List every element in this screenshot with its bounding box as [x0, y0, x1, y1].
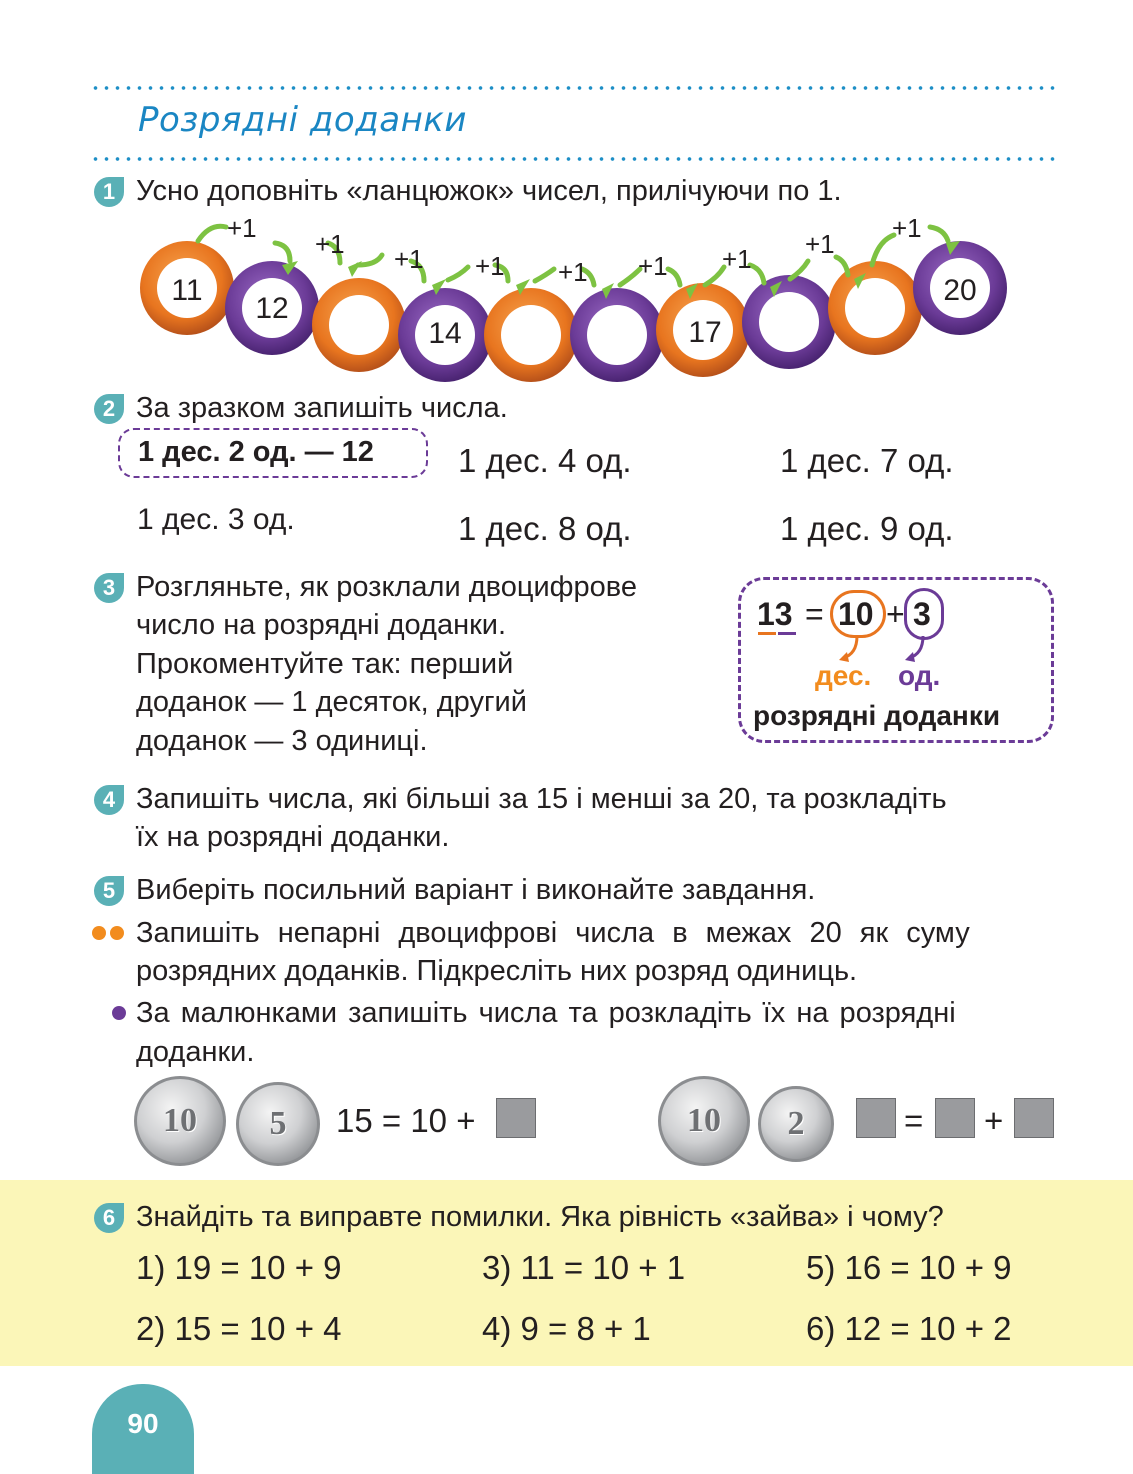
- task-5-variant-b-line-2: доданки.: [136, 1036, 255, 1068]
- answer-box-1[interactable]: [496, 1098, 536, 1138]
- task-1-number: 1: [94, 177, 124, 207]
- tens-label: дес.: [815, 660, 872, 691]
- task-6-item-6: 6) 12 = 10 + 2: [806, 1310, 1012, 1347]
- task-6-item-1: 1) 19 = 10 + 9: [136, 1249, 342, 1286]
- ring-label-1: 11: [171, 274, 203, 307]
- ring-3: [312, 278, 406, 372]
- task-3-line-4: доданок — 1 десяток, другий: [136, 686, 527, 718]
- task-2-item-4: 1 дес. 8 од.: [458, 510, 632, 547]
- task-3-line-2: число на розрядні доданки.: [136, 609, 507, 641]
- task-5-variant-b-line-1: За малюнками запишіть числа та розкладіть їх на розрядні: [136, 997, 956, 1029]
- task-2-text: За зразком запишіть числа.: [136, 392, 508, 424]
- task-6-text: Знайдіть та виправте помилки. Яка рівність «зайва» і чому?: [136, 1201, 944, 1233]
- task-5-number: 5: [94, 876, 124, 906]
- task-2-item-2: 1 дес. 7 од.: [780, 442, 954, 479]
- plus-label-8: +1: [805, 229, 835, 259]
- page-number: 90: [92, 1384, 194, 1474]
- plus-label-6: +1: [638, 251, 668, 281]
- plus-label-5: +1: [558, 257, 588, 287]
- coin-value: 10: [163, 1102, 197, 1139]
- ring-8: [742, 275, 836, 369]
- task-2-item-3: 1 дес. 3 од.: [137, 503, 295, 536]
- box-tens: 10: [838, 596, 874, 632]
- coin-10-hryvnia-icon: [134, 1076, 226, 1166]
- number-chain: [130, 205, 1020, 390]
- purple-bullet: [112, 1006, 126, 1020]
- equals-sign: =: [904, 1102, 924, 1139]
- plus-label-4: +1: [475, 251, 505, 281]
- coin-5-hryvnia-icon: [236, 1082, 320, 1166]
- orange-bullet-1: [92, 926, 106, 940]
- box-number: 13: [757, 596, 793, 632]
- plus-sign: +: [984, 1102, 1004, 1139]
- box-plus: +: [886, 596, 905, 632]
- orange-bullet-2: [110, 926, 124, 940]
- coin-10-hryvnia-icon: [658, 1076, 750, 1166]
- task-6-item-4: 4) 9 = 8 + 1: [482, 1310, 651, 1347]
- answer-box-4[interactable]: [1014, 1098, 1054, 1138]
- plus-label-3: +1: [394, 244, 424, 274]
- plus-label-7: +1: [722, 244, 752, 274]
- dotted-rule-bottom: [90, 157, 1060, 161]
- task-3-line-5: доданок — 3 одиниці.: [136, 725, 428, 757]
- task-4-line-1: Запишіть числа, які більші за 15 і менші за 20, та розкладіть: [136, 783, 947, 815]
- ring-6: [570, 288, 664, 382]
- coin-value: 2: [787, 1105, 805, 1142]
- task-2-number: 2: [94, 394, 124, 424]
- task-3-line-1: Розгляньте, як розклали двоцифрове: [136, 571, 637, 603]
- task-1-text: Усно доповніть «ланцюжок» чисел, прилічуючи по 1.: [136, 175, 842, 207]
- task-6-item-5: 5) 16 = 10 + 9: [806, 1249, 1012, 1286]
- task-6-item-3: 3) 11 = 10 + 1: [482, 1249, 686, 1286]
- plus-label-1: +1: [227, 213, 257, 243]
- ring-label-2: 12: [255, 292, 289, 325]
- ones-label: од.: [898, 660, 941, 691]
- task-2-example: 1 дес. 2 од. — 12: [138, 436, 374, 468]
- task-3-number: 3: [94, 573, 124, 603]
- ring-label-4: 14: [428, 317, 462, 350]
- plus-label-9: +1: [892, 213, 922, 243]
- task-5-text: Виберіть посильний варіант і виконайте завдання.: [136, 874, 816, 906]
- answer-box-2[interactable]: [856, 1098, 896, 1138]
- ring-9: [828, 261, 922, 355]
- ring-5: [484, 288, 578, 382]
- ring-label-7: 17: [688, 316, 722, 349]
- tens-underline: [758, 632, 776, 635]
- task-3-line-3: Прокоментуйте так: перший: [136, 648, 514, 680]
- box-equals: =: [805, 596, 824, 632]
- coin-2-hryvnia-icon: [758, 1086, 834, 1162]
- task-2-item-5: 1 дес. 9 од.: [780, 510, 954, 547]
- box-caption: розрядні доданки: [753, 700, 1001, 731]
- task-5-equation-left: 15 = 10 +: [336, 1102, 476, 1139]
- page-title: Розрядні доданки: [138, 100, 467, 140]
- task-6-number: 6: [94, 1203, 124, 1233]
- coin-value: 5: [269, 1105, 287, 1142]
- task-5-variant-a-line-1: Запишіть непарні двоцифрові числа в межах 20 як суму: [136, 917, 970, 949]
- dotted-rule-top: [90, 86, 1060, 90]
- task-4-number: 4: [94, 785, 124, 815]
- ones-underline: [778, 632, 796, 635]
- task-5-variant-a-line-2: розрядних доданків. Підкресліть них розряд одиниць.: [136, 955, 858, 987]
- answer-box-3[interactable]: [935, 1098, 975, 1138]
- coin-value: 10: [687, 1102, 721, 1139]
- ring-label-10: 20: [943, 274, 977, 307]
- plus-label-2: +1: [315, 229, 345, 259]
- box-ones: 3: [913, 596, 931, 632]
- task-6-item-2: 2) 15 = 10 + 4: [136, 1310, 342, 1347]
- task-4-line-2: їх на розрядні доданки.: [136, 821, 450, 853]
- task-2-item-1: 1 дес. 4 од.: [458, 442, 632, 479]
